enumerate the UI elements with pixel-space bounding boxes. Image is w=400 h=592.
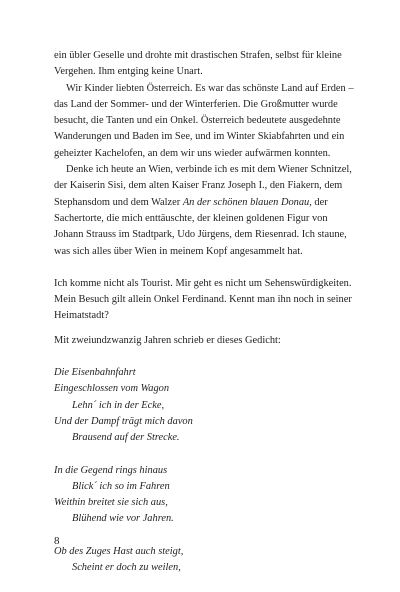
poem-line: Weithin breitet sie sich aus, (54, 497, 168, 509)
paragraph-3-text-a: Denke ich heute an Wien, verbinde ich es mit dem Wiener Schnitzel, der Kaiserin Sisi, dem alten Kaiser Franz Joseph I., den Fiakern, dem Stephansdom und dem Walzer (54, 164, 352, 208)
poem-line: Blick´ ich so im Fahren (72, 480, 170, 492)
paragraph-2: Wir Kinder liebten Österreich. Es war das schönste Land auf Erden – das Land der Sommer- und der Winterferien. Die Großmutter wurde besucht, die Tanten und ein Onkel. Österreich bedeutete ausgedehnte Wanderungen und Baden im See, und im Winter Skiabfahrten und ein geheizter Kachelofen, an dem wir uns wieder aufwärmen konnten. (54, 82, 354, 159)
paragraph-5: Mit zweiundzwanzig Jahren schrieb er dieses Gedicht: (54, 334, 281, 346)
poem-stanza-3 (54, 544, 354, 577)
poem-line: Scheint er doch zu weilen, (72, 562, 181, 574)
body-text (54, 48, 354, 592)
paragraph-1: ein übler Geselle und drohte mit drastischen Strafen, selbst für kleine Vergehen. Ihm entging keine Unart. (54, 50, 342, 78)
poem-line: Eingeschlossen vom Wagon (54, 383, 170, 395)
paragraph-4: Ich komme nicht als Tourist. Mir geht es nicht um Sehenswürdigkeiten. Mein Besuch gilt allein Onkel Ferdinand. Kennt man ihn noch in seiner Heimatstadt? (54, 277, 352, 322)
poem-line: Blühend wie vor Jahren. (72, 513, 174, 525)
poem-line: Ob des Zuges Hast auch steigt, (54, 545, 184, 557)
poem-line: In die Gegend rings hinaus (54, 464, 168, 476)
waltz-title: An der schönen blauen Donau, (182, 196, 312, 208)
poem-title: Die Eisenbahnfahrt (54, 367, 136, 379)
paragraph-3-text-b: der Sachertorte, die mich enttäuschte, der kleinen goldenen Figur von Johann Strauss im Stadtpark, Udo Jürgens, dem Riesenrad. Ich staune, was sich alles über Wien in meinem Kopf angesammelt hat. (54, 196, 347, 257)
page-number: 8 (54, 535, 60, 547)
paragraph-3 (54, 162, 354, 260)
poem-stanza-1 (54, 365, 354, 446)
poem-stanza-2 (54, 463, 354, 528)
poem-line: Brausend auf der Strecke. (72, 432, 180, 444)
poem (54, 365, 354, 576)
poem-line: Und der Dampf trägt mich davon (54, 415, 193, 427)
poem-line: Lehn´ ich in der Ecke, (72, 399, 165, 411)
